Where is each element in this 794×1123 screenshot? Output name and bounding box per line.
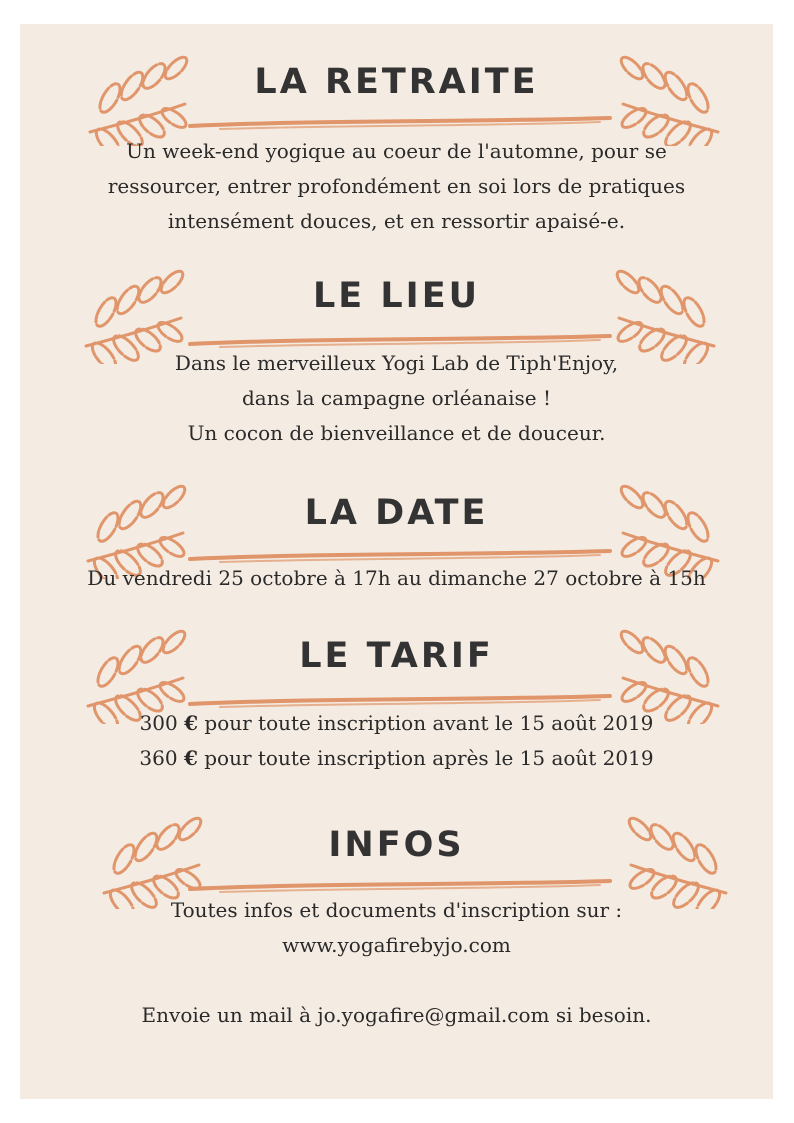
section-body-date [20,561,773,596]
price-currency: € [184,711,199,735]
body-line: Dans le merveilleux Yogi Lab de Tiph'Enjoy, [174,351,619,375]
price-text: pour toute inscription avant le 15 août 2019 [204,711,654,735]
section-header-retraite [20,46,773,146]
section-body-infos [20,893,773,1033]
section-title: LA RETRAITE [254,62,539,102]
body-line: ressourcer, entrer profondément en soi lors de pratiques [107,174,686,198]
body-line: Toutes infos et documents d'inscription sur : [170,898,623,922]
body-line: Un week-end yogique au coeur de l'automne, pour se [126,139,667,163]
price-amount: 300 [139,711,178,735]
body-line: intensément douces, et en ressortir apaisé-e. [167,209,626,233]
section-title: LE TARIF [299,636,494,676]
section-body-retraite [20,134,773,239]
brush-stroke-line [190,118,610,129]
flyer-page [20,24,773,1099]
body-line: Un cocon de bienveillance et de douceur. [187,421,606,445]
price-amount: 360 [139,746,178,770]
body-line[interactable]: Envoie un mail à jo.yogafire@gmail.com si besoin. [141,1003,652,1027]
section-title: LE LIEU [312,276,481,316]
price-text: pour toute inscription après le 15 août 2019 [204,746,654,770]
body-line: dans la campagne orléanaise ! [241,386,552,410]
section-title: INFOS [328,825,465,865]
body-line: Du vendredi 25 octobre à 17h au dimanche 27 octobre à 15h [87,566,706,590]
section-title: LA DATE [304,493,489,533]
price-line [20,706,773,741]
price-currency: € [183,746,198,770]
section-body-lieu [20,346,773,451]
brush-stroke-line [190,881,610,892]
price-line [20,741,773,776]
website-link[interactable]: www.yogafirebyjo.com [282,933,511,957]
section-body-tarif [20,706,773,776]
